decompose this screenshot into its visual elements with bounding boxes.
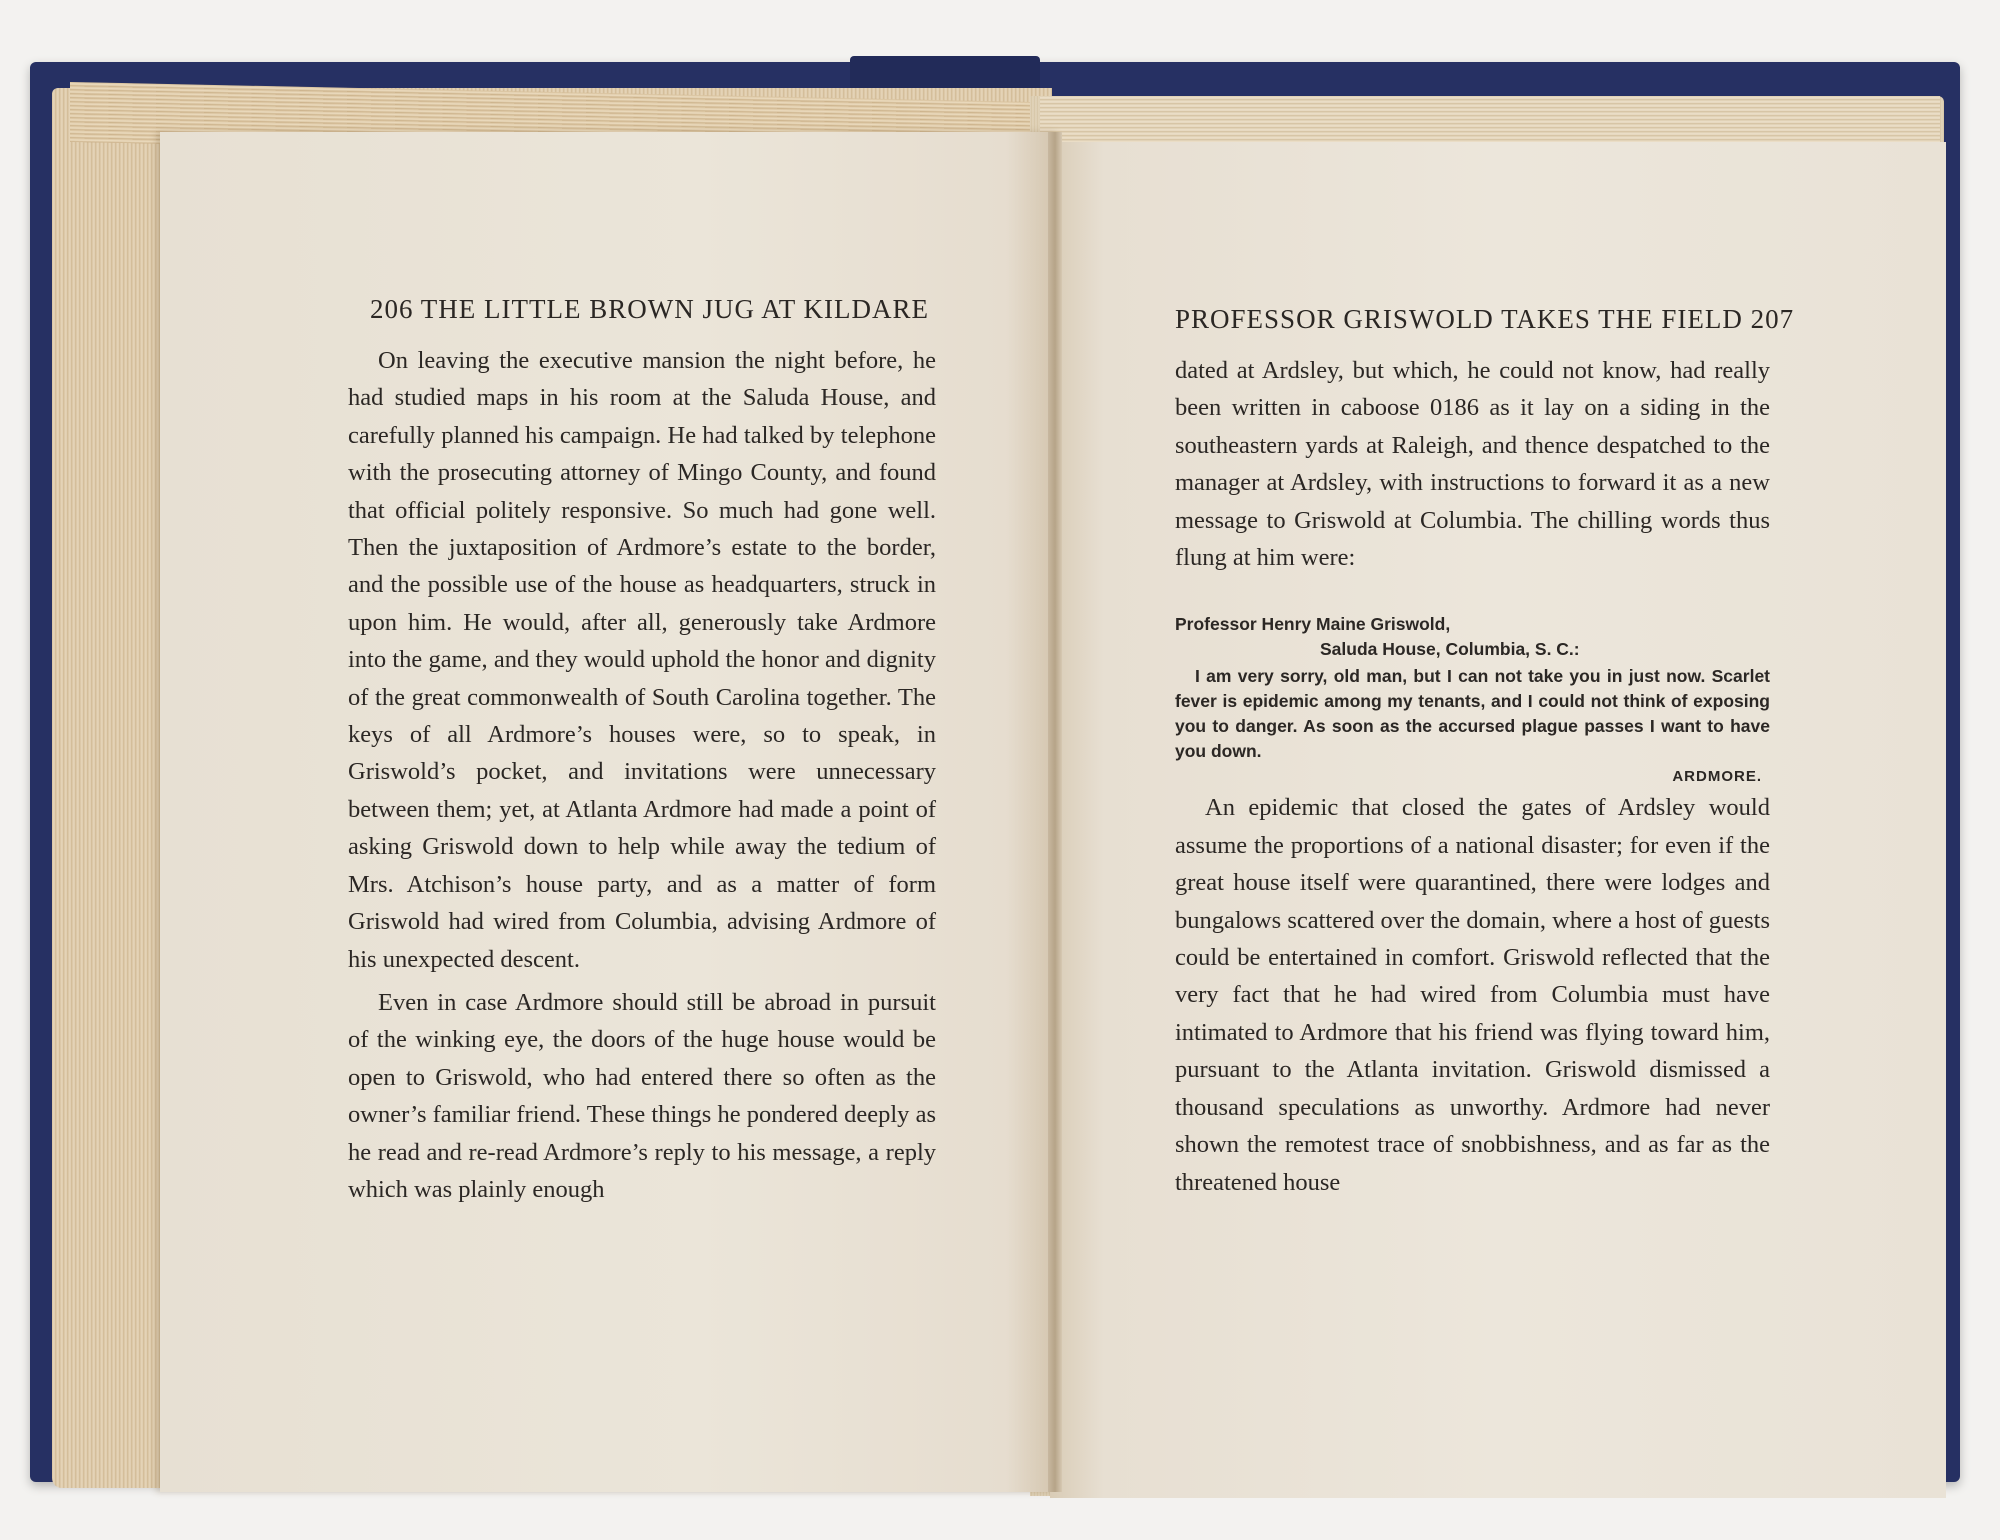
left-page	[160, 132, 1060, 1492]
right-page	[1050, 142, 1946, 1498]
right-paragraph-after: An epidemic that closed the gates of Ardsley would assume the proportions of a national disaster; for even if the great house itself were quarantined, there were lodges and bungalows scattered over the domain, where a host of guests could be entertained in comfort. Griswold reflected that the very fact that he had wired from Columbia must have intimated to Ardmore that his friend was flying toward him, pursuant to the Atlanta invitation. Griswold dismissed a thousand speculations as unworthy. Ardmore had never shown the remotest trace of snobbishness, and as far as the threatened house	[1175, 794, 1770, 1196]
left-paragraph-1: On leaving the executive mansion the night before, he had studied maps in his room at the Saluda House, and carefully planned his campaign. He had talked by telephone with the prosecuting attorney of Mingo County, and found that official politely responsive. So much had gone well. Then the juxtaposition of Ardmore’s estate to the border, and the possible use of the house as headquarters, struck in upon him. He would, after all, generously take Ardmore into the game, and they would uphold the honor and dignity of the great commonwealth of South Carolina together. The keys of all Ardmore’s houses were, so to speak, in Griswold’s pocket, and invitations were unnecessary between them; yet, at Atlanta Ardmore had made a point of asking Griswold down to help while away the tedium of Mrs. Atchison’s house party, and as a matter of form Griswold had wired from Columbia, advising Ardmore of his unexpected descent.	[348, 347, 936, 973]
telegram-addressee: Professor Henry Maine Griswold,	[1175, 614, 1451, 635]
right-page-number: 207	[1750, 304, 1795, 334]
book-gutter	[1048, 132, 1062, 1492]
telegram-address: Saluda House, Columbia, S. C.:	[1320, 639, 1580, 660]
left-text-block	[348, 342, 936, 1214]
telegram-signature: ARDMORE.	[1672, 768, 1762, 786]
right-paragraph-continued: dated at Ardsley, but which, he could not know, had really been written in caboose 0186 as it lay on a siding in the southeastern yards at Raleigh, and thence despatched to the manager at Ardsley, with instructions to forward it as a new message to Griswold at Columbia. The chilling words thus flung at him were:	[1175, 357, 1770, 572]
left-running-head	[370, 294, 929, 325]
right-text-block	[1175, 352, 1770, 1207]
right-running-head	[1175, 304, 1794, 335]
left-page-number: 206	[370, 294, 414, 324]
telegram-message	[1175, 612, 1770, 789]
left-running-title: THE LITTLE BROWN JUG AT KILDARE	[420, 294, 929, 324]
telegram-body: I am very sorry, old man, but I can not take you in just now. Scarlet fever is epidemic among my tenants, and I could not think of exposing you to danger. As soon as the accursed plague passes I want to have you down.	[1175, 666, 1770, 762]
right-running-title: PROFESSOR GRISWOLD TAKES THE FIELD	[1175, 304, 1743, 334]
right-page-edges	[1040, 96, 1940, 146]
left-paragraph-2: Even in case Ardmore should still be abroad in pursuit of the winking eye, the doors of the huge house would be open to Griswold, who had entered there so often as the owner’s familiar friend. These things he pondered deeply as he read and re-read Ardmore’s reply to his message, a reply which was plainly enough	[348, 988, 936, 1203]
